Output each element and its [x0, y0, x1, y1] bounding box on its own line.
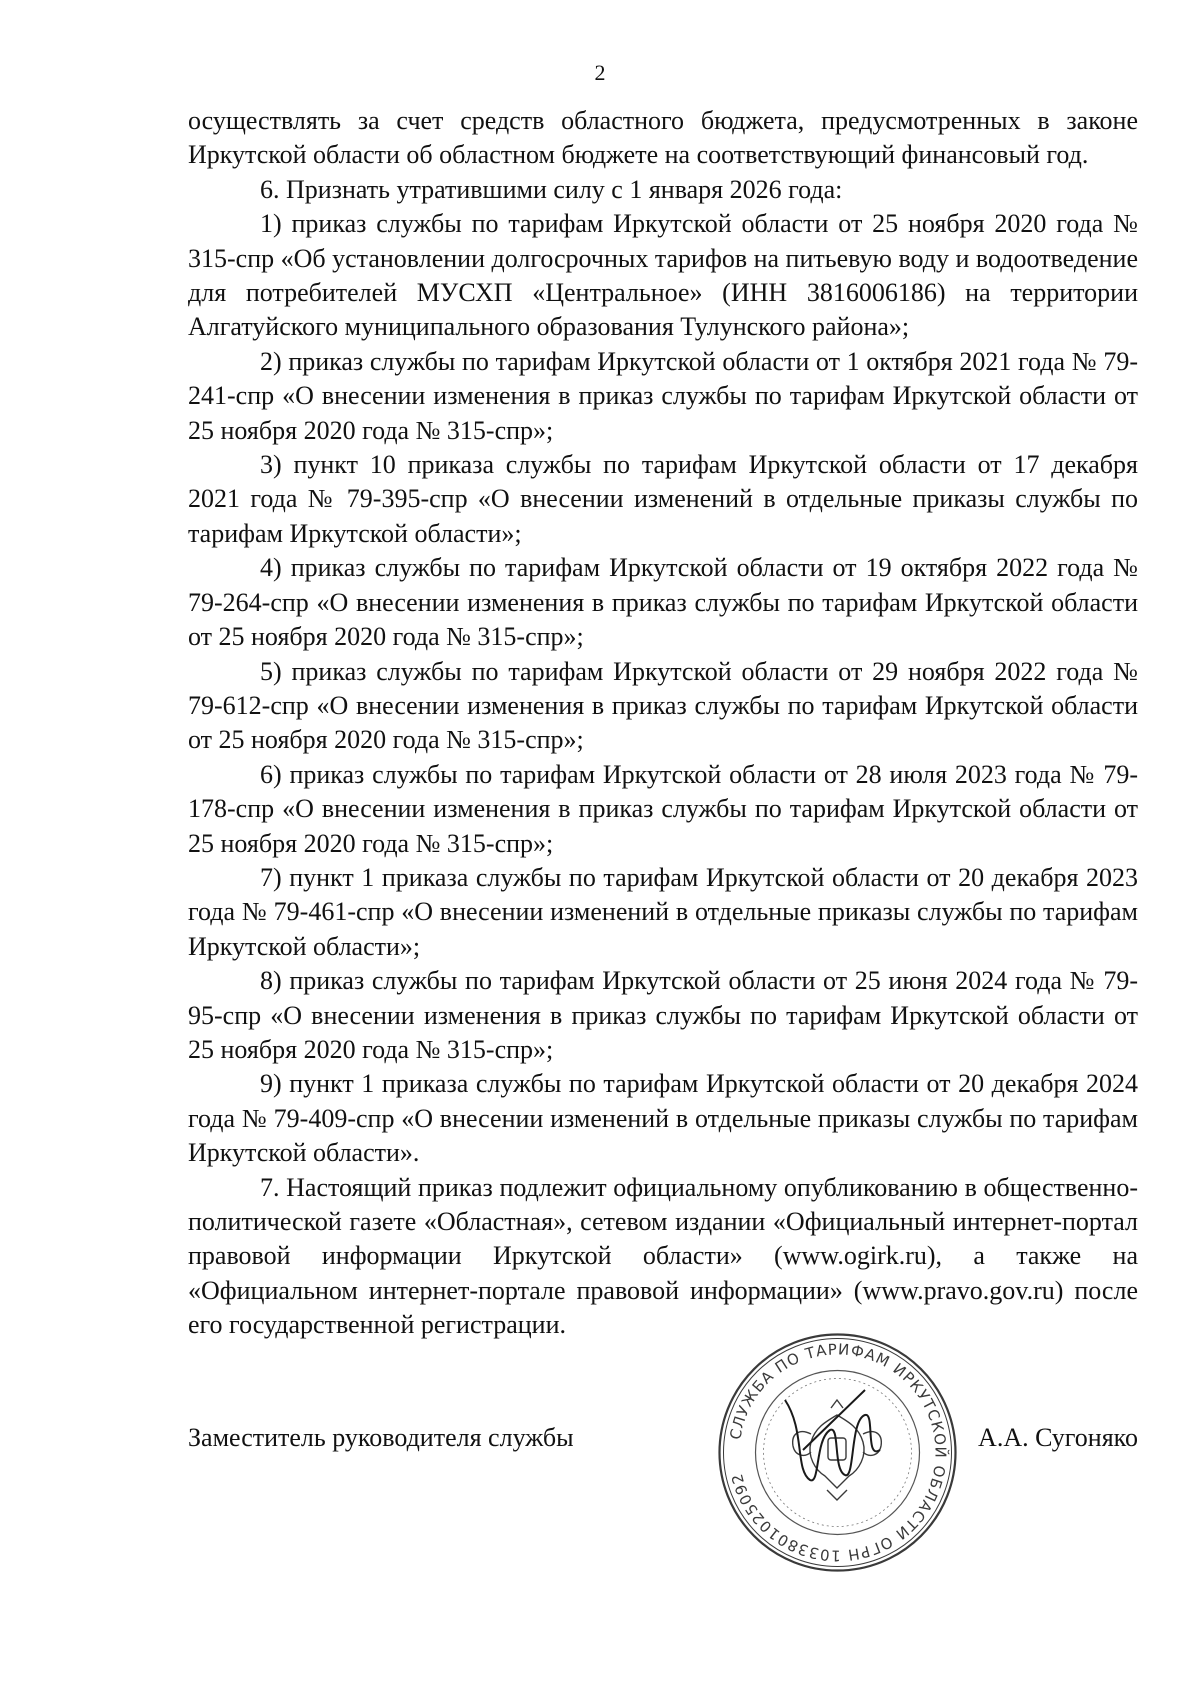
page-number: 2: [594, 60, 606, 85]
paragraph-continuation: осуществлять за счет средств областного бюджета, предусмотренных в законе Иркутской области об областном бюджете на соответствующий финансовый год.: [188, 106, 1138, 170]
list-item-1: 1) приказ службы по тарифам Иркутской области от 25 ноября 2020 года № 315-спр «Об установлении долгосрочных тарифов на питьевую воду и водоотведение для потребителей МУСХП «Центральное» (ИНН 3816006186) на территории Алгатуйского муниципального образования Тулунского района»;: [188, 209, 1138, 342]
seal-stamp-icon: [715, 1330, 960, 1575]
list-item-7: 7) пункт 1 приказа службы по тарифам Иркутской области от 20 декабря 2023 года № 79-461-спр «О внесении изменений в отдельные приказы службы по тарифам Иркутской области»;: [188, 862, 1138, 961]
list-item-4: 4) приказ службы по тарифам Иркутской области от 19 октября 2022 года № 79-264-спр «О внесении изменения в приказ службы по тарифам Иркутской области от 25 ноября 2020 года № 315-спр»;: [188, 553, 1138, 652]
paragraph-item-7: 7. Настоящий приказ подлежит официальному опубликованию в общественно-политической газете «Областная», сетевом издании «Официальный интернет-портал правовой информации Иркутской области» (www.ogirk.ru), а также на «Официальном интернет-портале правовой информации» (www.pravo.gov.ru) после его государственной регистрации.: [188, 1172, 1138, 1340]
list-item-3: 3) пункт 10 приказа службы по тарифам Иркутской области от 17 декабря 2021 года № 79-395-спр «О внесении изменений в отдельные приказы службы по тарифам Иркутской области»;: [188, 450, 1138, 548]
list-item-2: 2) приказ службы по тарифам Иркутской области от 1 октября 2021 года № 79-241-спр «О внесении изменения в приказ службы по тарифам Иркутской области от 25 ноября 2020 года № 315-спр»;: [188, 346, 1138, 445]
list-item-8: 8) приказ службы по тарифам Иркутской области от 25 июня 2024 года № 79-95-спр «О внесении изменения в приказ службы по тарифам Иркутской области от 25 ноября 2020 года № 315-спр»;: [188, 966, 1138, 1064]
document-body: [188, 104, 1138, 1343]
signer-title: Заместитель руководителя службы: [188, 1423, 574, 1452]
signer-name: А.А. Сугоняко: [978, 1423, 1138, 1452]
handwritten-signature-icon: [785, 1390, 880, 1480]
list-item-5: 5) приказ службы по тарифам Иркутской области от 29 ноября 2022 года № 79-612-спр «О внесении изменения в приказ службы по тарифам Иркутской области от 25 ноября 2020 года № 315-спр»;: [188, 656, 1138, 755]
paragraph-item-6: 6. Признать утратившими силу с 1 января 2026 года:: [260, 174, 843, 204]
list-item-6: 6) приказ службы по тарифам Иркутской области от 28 июля 2023 года № 79-178-спр «О внесении изменения в приказ службы по тарифам Иркутской области от 25 ноября 2020 года № 315-спр»;: [188, 759, 1138, 858]
seal-ring-text: СЛУЖБА ПО ТАРИФАМ ИРКУТСКОЙ ОБЛАСТИ ОГРН 1033801025092: [726, 1340, 950, 1565]
list-item-9: 9) пункт 1 приказа службы по тарифам Иркутской области от 20 декабря 2024 года № 79-409-спр «О внесении изменений в отдельные приказы службы по тарифам Иркутской области».: [188, 1069, 1138, 1168]
official-seal: [715, 1330, 960, 1575]
